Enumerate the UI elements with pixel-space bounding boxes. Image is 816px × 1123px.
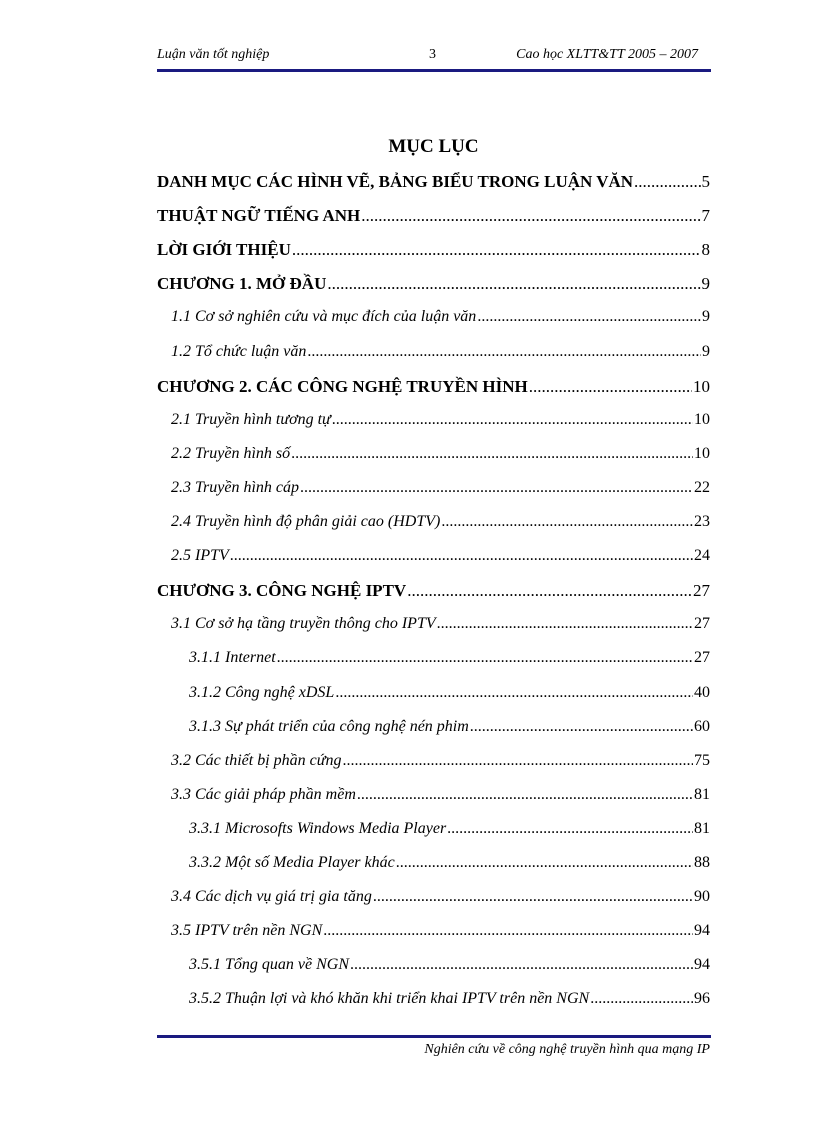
toc-entry-page: 88 — [694, 854, 710, 871]
toc-entry-page: 23 — [694, 513, 710, 530]
toc-dot-leader — [529, 377, 692, 397]
toc-entry-page: 27 — [694, 649, 710, 667]
toc-entry-page: 40 — [694, 683, 710, 701]
toc-dot-leader — [323, 922, 693, 940]
toc-entry[interactable] — [157, 377, 710, 397]
toc-entry-page: 24 — [694, 547, 710, 565]
toc-entry[interactable] — [171, 888, 710, 906]
toc-entry-page: 10 — [694, 410, 710, 428]
toc-entry[interactable] — [171, 922, 710, 940]
toc-entry[interactable] — [171, 445, 710, 463]
toc-entry-page: 5 — [701, 172, 710, 191]
toc-entry[interactable] — [189, 854, 710, 872]
toc-entry-page: 94 — [694, 956, 710, 974]
toc-entry[interactable] — [171, 479, 710, 497]
toc-dot-leader — [342, 752, 693, 770]
toc-entry-title: 3.3.2 Một số Media Player khác — [189, 854, 395, 871]
toc-dot-leader — [361, 206, 700, 226]
toc-dot-leader — [437, 615, 693, 633]
toc-entry-title: 1.1 Cơ sở nghiên cứu và mục đích của luận văn — [171, 308, 477, 326]
toc-dot-leader — [332, 411, 693, 429]
toc-entry[interactable] — [157, 274, 710, 294]
toc-entry-title: 2.1 Truyền hình tương tự — [171, 410, 331, 428]
footer-divider — [157, 1035, 711, 1038]
header-page-number: 3 — [429, 47, 436, 62]
toc-entry[interactable] — [157, 581, 710, 601]
toc-entry-page: 9 — [702, 308, 710, 326]
toc-dot-leader — [634, 172, 700, 192]
toc-entry-page: 90 — [694, 888, 710, 906]
toc-entry[interactable] — [171, 615, 710, 633]
toc-entry[interactable] — [189, 956, 710, 974]
toc-entry[interactable] — [171, 411, 710, 429]
toc-entry-title: 2.2 Truyền hình số — [171, 444, 291, 462]
toc-entry-title: 3.2 Các thiết bị phần cứng — [171, 751, 342, 769]
toc-entry-title: 1.2 Tổ chức luận văn — [171, 342, 307, 360]
toc-entry-page: 7 — [701, 206, 710, 226]
toc-entry-page: 9 — [702, 342, 710, 360]
toc-entry-page: 60 — [694, 717, 710, 735]
toc-entry-page: 94 — [694, 922, 710, 940]
toc-entry[interactable] — [189, 990, 710, 1008]
toc-dot-leader — [447, 820, 693, 838]
toc-entry-title: 2.3 Truyền hình cáp — [171, 478, 299, 496]
toc-entry-title: 3.1.2 Công nghệ xDSL — [189, 683, 335, 701]
toc-entry-title: CHƯƠNG 2. CÁC CÔNG NGHỆ TRUYỀN HÌNH — [157, 376, 528, 396]
toc-entry[interactable] — [189, 684, 710, 702]
toc-entry-title: 3.1.3 Sự phát triển của công nghệ nén phim — [189, 717, 469, 735]
toc-entry-title: 3.5 IPTV trên nền NGN — [171, 922, 323, 940]
toc-entry-title: CHƯƠNG 3. CÔNG NGHỆ IPTV — [157, 581, 407, 601]
toc-dot-leader — [373, 888, 693, 906]
toc-entry[interactable] — [157, 240, 710, 260]
toc-dot-leader — [292, 240, 701, 260]
toc-entry-page: 27 — [693, 581, 710, 601]
toc-entry-title: 3.1 Cơ sở hạ tầng truyền thông cho IPTV — [171, 615, 436, 633]
toc-entry-title: 3.4 Các dịch vụ giá trị gia tăng — [171, 888, 372, 906]
toc-entry[interactable] — [189, 649, 710, 667]
toc-entry-page: 27 — [694, 615, 710, 633]
toc-entry[interactable] — [157, 172, 710, 192]
toc-entry-title: THUẬT NGỮ TIẾNG ANH — [157, 206, 361, 226]
toc-entry-title: 3.5.1 Tổng quan về NGN — [189, 956, 349, 974]
toc-dot-leader — [277, 649, 693, 667]
toc-entry[interactable] — [171, 786, 710, 804]
toc-dot-leader — [300, 479, 693, 497]
toc-dot-leader — [230, 547, 693, 565]
toc-dot-leader — [470, 718, 693, 736]
page-header — [157, 47, 710, 67]
toc-entry-page: 8 — [701, 240, 710, 260]
toc-dot-leader — [327, 274, 700, 294]
toc-dot-leader — [441, 513, 693, 531]
toc-dot-leader — [307, 343, 701, 361]
page-footer: Nghiên cứu về công nghệ truyền hình qua mạng IP — [424, 1042, 710, 1057]
toc-entry-page: 10 — [694, 444, 710, 462]
toc-entry-page: 9 — [701, 274, 710, 294]
toc-entry-title: 3.1.1 Internet — [189, 649, 276, 667]
toc-entry-title: 2.4 Truyền hình độ phân giải cao (HDTV) — [171, 513, 441, 530]
toc-dot-leader — [357, 786, 693, 804]
toc-entry-page: 10 — [693, 376, 710, 396]
toc-entry-title: DANH MỤC CÁC HÌNH VẼ, BẢNG BIỂU TRONG LUẬN VĂN — [157, 172, 634, 191]
toc-dot-leader — [350, 956, 693, 974]
toc-dot-leader — [407, 581, 692, 601]
toc-entry-page: 22 — [694, 478, 710, 496]
toc-entry-title: 3.3.1 Microsofts Windows Media Player — [189, 819, 447, 837]
toc-entry[interactable] — [171, 547, 710, 565]
toc-entry-page: 81 — [694, 819, 710, 837]
toc-dot-leader — [291, 445, 693, 463]
toc-entry-title: 3.5.2 Thuận lợi và khó khăn khi triển khai IPTV trên nền NGN — [189, 990, 590, 1008]
toc-entry-page: 81 — [694, 785, 710, 803]
page-title: MỤC LỤC — [388, 136, 479, 157]
toc-entry[interactable] — [189, 820, 710, 838]
toc-entry[interactable] — [171, 513, 710, 531]
toc-entry-title: 2.5 IPTV — [171, 547, 229, 565]
toc-entry-title: LỜI GIỚI THIỆU — [157, 240, 291, 260]
toc-entry-page: 75 — [694, 751, 710, 769]
header-divider — [157, 69, 711, 72]
toc-entry[interactable] — [157, 206, 710, 226]
toc-entry[interactable] — [189, 718, 710, 736]
toc-dot-leader — [477, 308, 701, 326]
toc-entry[interactable] — [171, 308, 710, 326]
toc-entry-title: 3.3 Các giải pháp phần mềm — [171, 785, 356, 803]
toc-entry-title: CHƯƠNG 1. MỞ ĐẦU — [157, 274, 327, 294]
toc-entry[interactable] — [171, 343, 710, 361]
header-thesis-label: Luận văn tốt nghiệp — [157, 47, 270, 62]
header-course-label: Cao học XLTT&TT 2005 – 2007 — [516, 47, 698, 62]
toc-dot-leader — [335, 684, 693, 702]
toc-dot-leader — [396, 854, 693, 872]
toc-entry[interactable] — [171, 752, 710, 770]
toc-dot-leader — [590, 990, 693, 1008]
toc-entry-page: 96 — [694, 990, 710, 1008]
